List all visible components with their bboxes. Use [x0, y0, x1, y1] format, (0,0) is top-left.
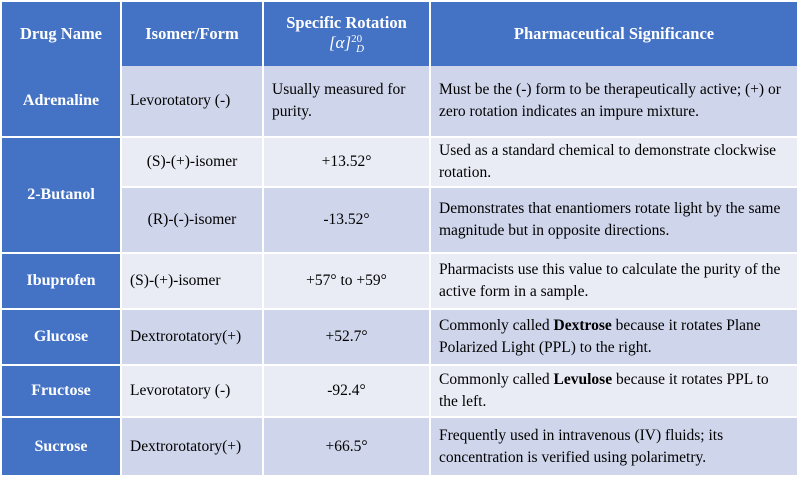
rotation-glucose: +52.7°	[264, 310, 431, 366]
form-butanol-r: (R)-(-)-isomer	[122, 188, 264, 254]
significance-ibuprofen: Pharmacists use this value to calculate the purity of the active form in a sample.	[431, 254, 797, 310]
form-fructose: Levorotatory (-)	[122, 366, 264, 418]
drug-name-adrenaline: Adrenaline	[2, 66, 122, 138]
drug-name-fructose: Fructose	[2, 366, 122, 418]
header-specific-rotation	[264, 2, 431, 66]
drug-name-sucrose: Sucrose	[2, 418, 122, 475]
header-row	[2, 2, 797, 66]
header-significance: Pharmaceutical Significance	[431, 2, 797, 66]
significance-butanol-r: Demonstrates that enantiomers rotate light by the same magnitude but in opposite directions.	[431, 188, 797, 254]
rotation-fructose: -92.4°	[264, 366, 431, 418]
form-glucose: Dextrorotatory(+)	[122, 310, 264, 366]
table-row-fructose	[2, 366, 797, 418]
drug-name-ibuprofen: Ibuprofen	[2, 254, 122, 310]
significance-fructose-post: because it rotates PPL to the left.	[439, 371, 769, 410]
significance-sucrose: Frequently used in intravenous (IV) fluids; its concentration is verified using polarimetry.	[431, 418, 797, 475]
header-rotation-symbol	[264, 33, 429, 55]
rotation-subscript: D	[356, 43, 365, 55]
rotation-butanol-s: +13.52°	[264, 138, 431, 188]
form-adrenaline: Levorotatory (-)	[122, 66, 264, 138]
drug-rotation-table	[2, 2, 797, 475]
form-sucrose: Dextrorotatory(+)	[122, 418, 264, 475]
table-row-butanol-s	[2, 138, 797, 188]
header-isomer-form: Isomer/Form	[122, 2, 264, 66]
significance-glucose	[431, 310, 797, 366]
significance-butanol-s: Used as a standard chemical to demonstrate clockwise rotation.	[431, 138, 797, 188]
significance-glucose-post: because it rotates Plane Polarized Light (PPL) to the right.	[439, 317, 761, 356]
table-row-glucose	[2, 310, 797, 366]
rotation-superscript: 20	[351, 33, 363, 45]
significance-fructose-bold: Levulose	[553, 371, 613, 388]
table-row-sucrose	[2, 418, 797, 475]
rotation-butanol-r: -13.52°	[264, 188, 431, 254]
rotation-sucrose: +66.5°	[264, 418, 431, 475]
rotation-ibuprofen: +57° to +59°	[264, 254, 431, 310]
table-row-ibuprofen	[2, 254, 797, 310]
significance-glucose-bold: Dextrose	[553, 317, 612, 334]
significance-fructose-pre: Commonly called	[439, 371, 554, 388]
drug-name-glucose: Glucose	[2, 310, 122, 366]
rotation-adrenaline: Usually measured for purity.	[264, 66, 431, 138]
form-ibuprofen: (S)-(+)-isomer	[122, 254, 264, 310]
form-butanol-s: (S)-(+)-isomer	[122, 138, 264, 188]
drug-name-butanol: 2-Butanol	[2, 138, 122, 254]
header-rotation-title: Specific Rotation	[286, 13, 407, 32]
significance-glucose-pre: Commonly called	[439, 317, 554, 334]
significance-adrenaline: Must be the (-) form to be therapeutically active; (+) or zero rotation indicates an impure mixture.	[431, 66, 797, 138]
header-drug-name: Drug Name	[2, 2, 122, 66]
significance-fructose	[431, 366, 797, 418]
table-row-adrenaline	[2, 66, 797, 138]
rotation-alpha: [α]	[328, 33, 352, 52]
table-row-butanol-r	[2, 188, 797, 254]
